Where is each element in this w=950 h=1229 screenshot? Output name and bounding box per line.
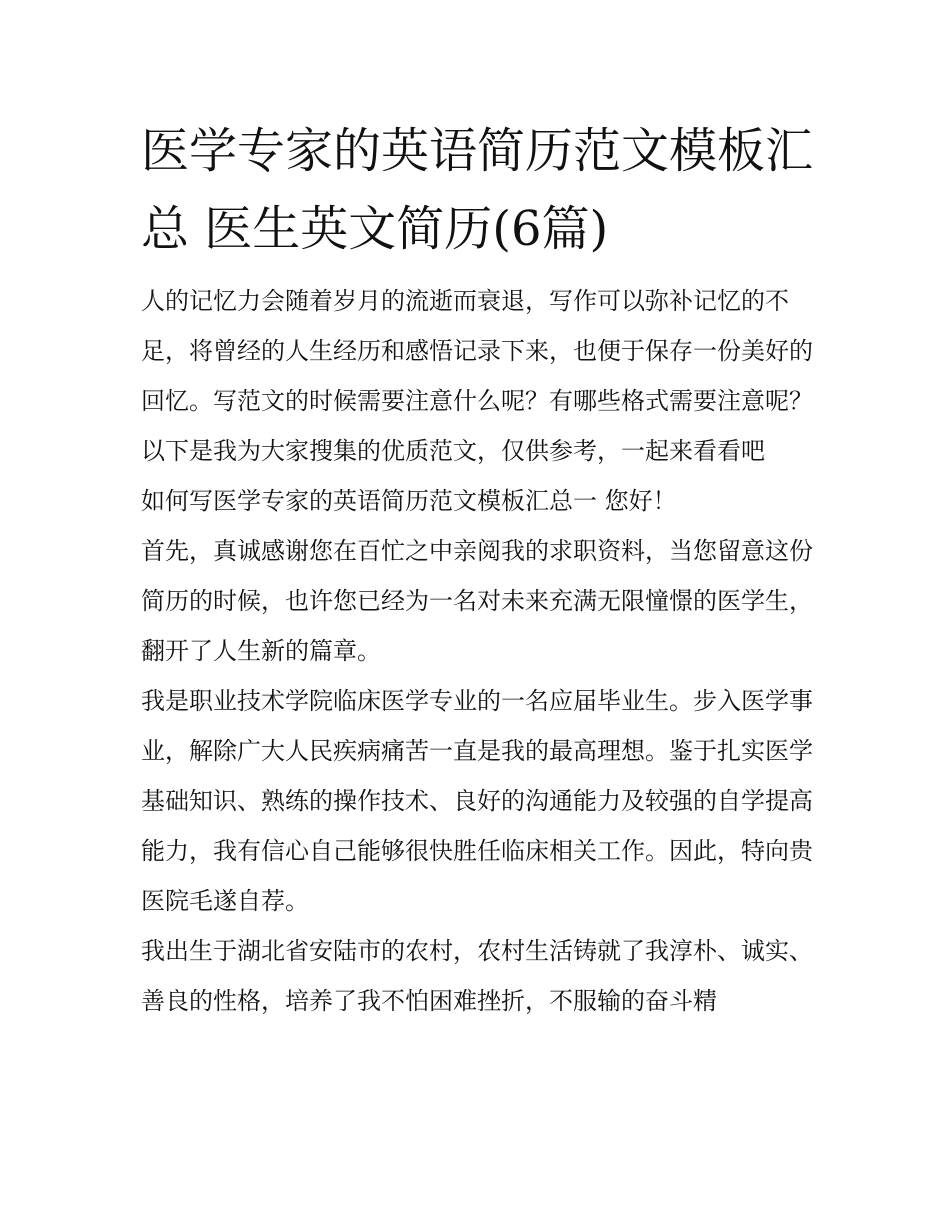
- paragraph-intro: 人的记忆力会随着岁月的流逝而衰退，写作可以弥补记忆的不足，将曾经的人生经历和感悟记录下来，也便于保存一份美好的回忆。写范文的时候需要注意什么呢？有哪些格式需要注意呢？以下是我为大家搜集的优质范文，仅供参考，一起来看看吧: [141, 287, 813, 465]
- paragraph-self-introduction: 我是职业技术学院临床医学专业的一名应届毕业生。步入医学事业，解除广大人民疾病痛苦一直是我的最高理想。鉴于扎实医学基础知识、熟练的操作技术、良好的沟通能力及较强的自学提高能力，我有信心自己能够很快胜任临床相关工作。因此，特向贵医院毛遂自荐。: [141, 687, 813, 915]
- paragraph-thanks: 首先，真诚感谢您在百忙之中亲阅我的求职资料，当您留意这份简历的时候，也许您已经为一名对未来充满无限憧憬的医学生，翻开了人生新的篇章。: [141, 537, 813, 665]
- document-title: 医学专家的英语简历范文模板汇总 医生英文简历(6篇): [141, 123, 814, 257]
- paragraph-greeting: 如何写医学专家的英语简历范文模板汇总一 您好！: [141, 487, 677, 515]
- document-body: [141, 276, 813, 1026]
- paragraph-background: 我出生于湖北省安陆市的农村，农村生活铸就了我淳朴、诚实、善良的性格，培养了我不怕困难挫折，不服输的奋斗精: [141, 937, 813, 1015]
